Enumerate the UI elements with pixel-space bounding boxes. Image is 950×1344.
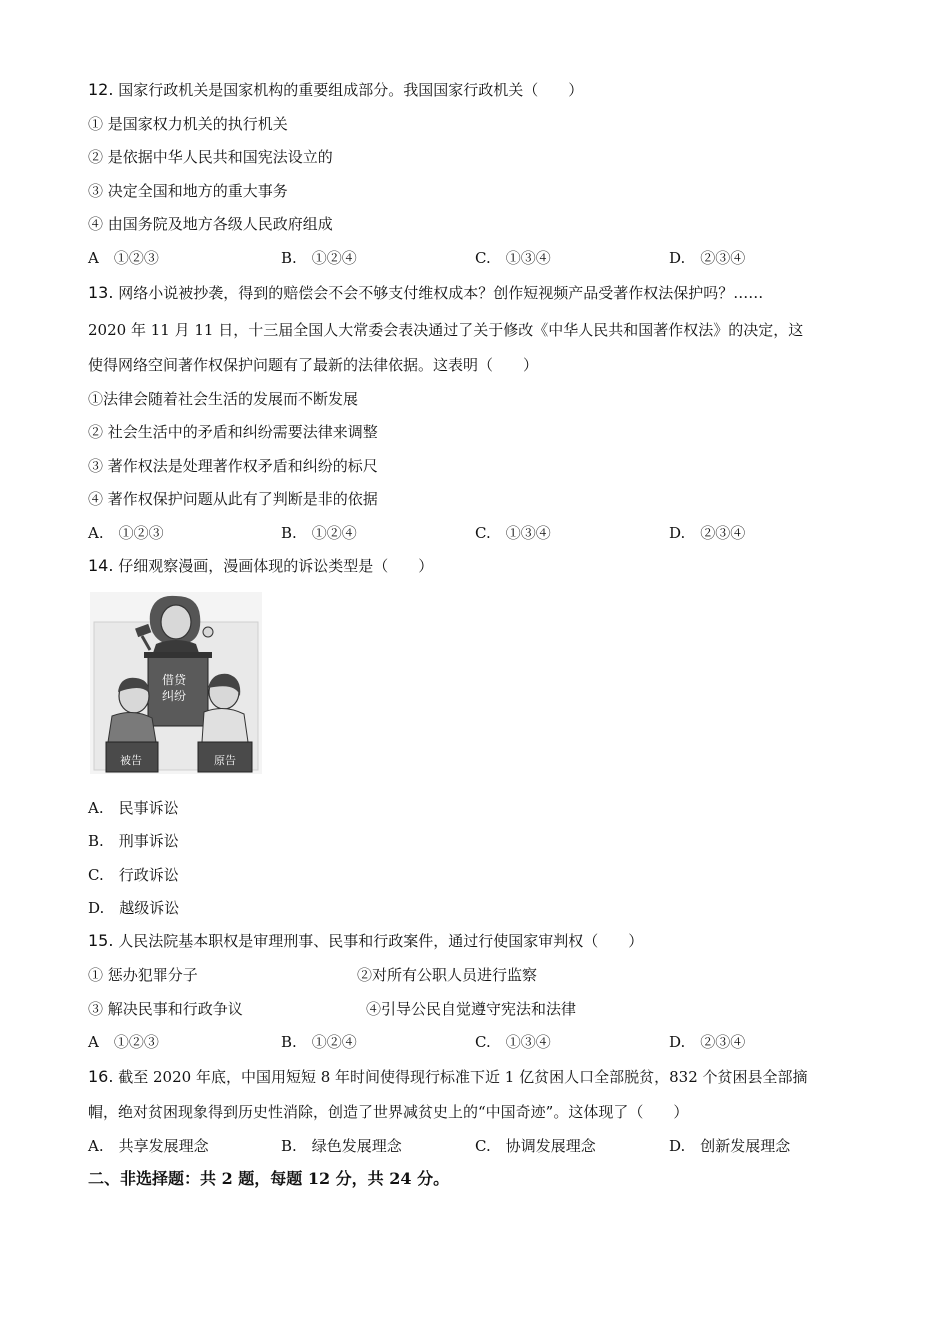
q15-stem-line	[88, 931, 643, 951]
q12-item-2: ② 是依据中华人民共和国宪法设立的	[88, 148, 333, 166]
court-cartoon-image	[90, 592, 262, 774]
q15-item-4: ④引导公民自觉遵守宪法和法律	[366, 1000, 577, 1018]
q12-stem-line	[88, 80, 583, 100]
q14-number: 14.	[88, 556, 114, 575]
q14-option-a: A. 民事诉讼	[88, 799, 179, 817]
q16-option-a: A. 共享发展理念	[88, 1137, 209, 1155]
q16-option-b: B. 绿色发展理念	[281, 1137, 402, 1155]
q14-stem-line	[88, 556, 433, 576]
q15-item-2: ②对所有公职人员进行监察	[357, 966, 538, 984]
q13-number: 13.	[88, 283, 114, 302]
q13-item-2: ② 社会生活中的矛盾和纠纷需要法律来调整	[88, 423, 378, 441]
q13-stem-1: 网络小说被抄袭，得到的赔偿会不会不够支付维权成本？创作短视频产品受著作权法保护吗？……	[118, 284, 764, 302]
podium-label-line-2: 纠纷	[162, 689, 187, 703]
q12-stem: 国家行政机关是国家机构的重要组成部分。我国国家行政机关（ ）	[118, 81, 584, 99]
plaintiff-box-label: 原告	[214, 754, 236, 767]
q13-option-b: B. ①②④	[281, 524, 357, 542]
q15-number: 15.	[88, 931, 114, 950]
q15-item-1: ① 惩办犯罪分子	[88, 966, 198, 984]
q14-option-c: C. 行政诉讼	[88, 866, 179, 884]
q12-item-4: ④ 由国务院及地方各级人民政府组成	[88, 215, 333, 233]
podium-label-line-1: 借贷	[162, 673, 187, 687]
q15-option-a: A ①②③	[88, 1033, 159, 1051]
q15-item-3: ③ 解决民事和行政争议	[88, 1000, 243, 1018]
q12-item-1: ① 是国家权力机关的执行机关	[88, 115, 288, 133]
q12-option-a: A ①②③	[88, 249, 159, 267]
q16-stem-1: 截至 2020 年底，中国用短短 8 年时间使得现行标准下近 1 亿贫困人口全部脱贫，832 个贫困县全部摘	[118, 1068, 808, 1086]
defendant-box-label: 被告	[120, 754, 142, 767]
q12-option-c: C. ①③④	[475, 249, 551, 267]
q12-number: 12.	[88, 80, 114, 99]
q12-option-d: D. ②③④	[669, 249, 746, 267]
q16-stem-line-1	[88, 1067, 808, 1087]
q16-stem-2: 帽，绝对贫困现象得到历史性消除，创造了世界减贫史上的“中国奇迹”。这体现了（ ）	[88, 1103, 689, 1121]
q13-option-c: C. ①③④	[475, 524, 551, 542]
q13-item-3: ③ 著作权法是处理著作权矛盾和纠纷的标尺	[88, 457, 378, 475]
q13-stem-3: 使得网络空间著作权保护问题有了最新的法律依据。这表明（ ）	[88, 356, 539, 374]
q13-option-d: D. ②③④	[669, 524, 746, 542]
q13-item-1: ①法律会随着社会生活的发展而不断发展	[88, 390, 359, 408]
section-2-heading: 二、非选择题：共 2 题，每题 12 分，共 24 分。	[88, 1169, 450, 1188]
q15-option-d: D. ②③④	[669, 1033, 746, 1051]
q15-stem: 人民法院基本职权是审理刑事、民事和行政案件，通过行使国家审判权（ ）	[118, 932, 644, 950]
q15-option-b: B. ①②④	[281, 1033, 357, 1051]
q16-number: 16.	[88, 1067, 114, 1086]
q12-item-3: ③ 决定全国和地方的重大事务	[88, 182, 288, 200]
q13-item-4: ④ 著作权保护问题从此有了判断是非的依据	[88, 490, 378, 508]
q16-option-d: D. 创新发展理念	[669, 1137, 791, 1155]
q15-option-c: C. ①③④	[475, 1033, 551, 1051]
q14-option-b: B. 刑事诉讼	[88, 832, 179, 850]
q12-option-b: B. ①②④	[281, 249, 357, 267]
q14-stem: 仔细观察漫画，漫画体现的诉讼类型是（ ）	[118, 557, 434, 575]
q13-stem-line-1	[88, 283, 763, 303]
q13-option-a: A. ①②③	[88, 524, 164, 542]
podium	[144, 652, 212, 726]
q13-stem-2: 2020 年 11 月 11 日，十三届全国人大常委会表决通过了关于修改《中华人民共和国著作权法》的决定，这	[88, 321, 804, 339]
q16-option-c: C. 协调发展理念	[475, 1137, 596, 1155]
q14-option-d: D. 越级诉讼	[88, 899, 180, 917]
